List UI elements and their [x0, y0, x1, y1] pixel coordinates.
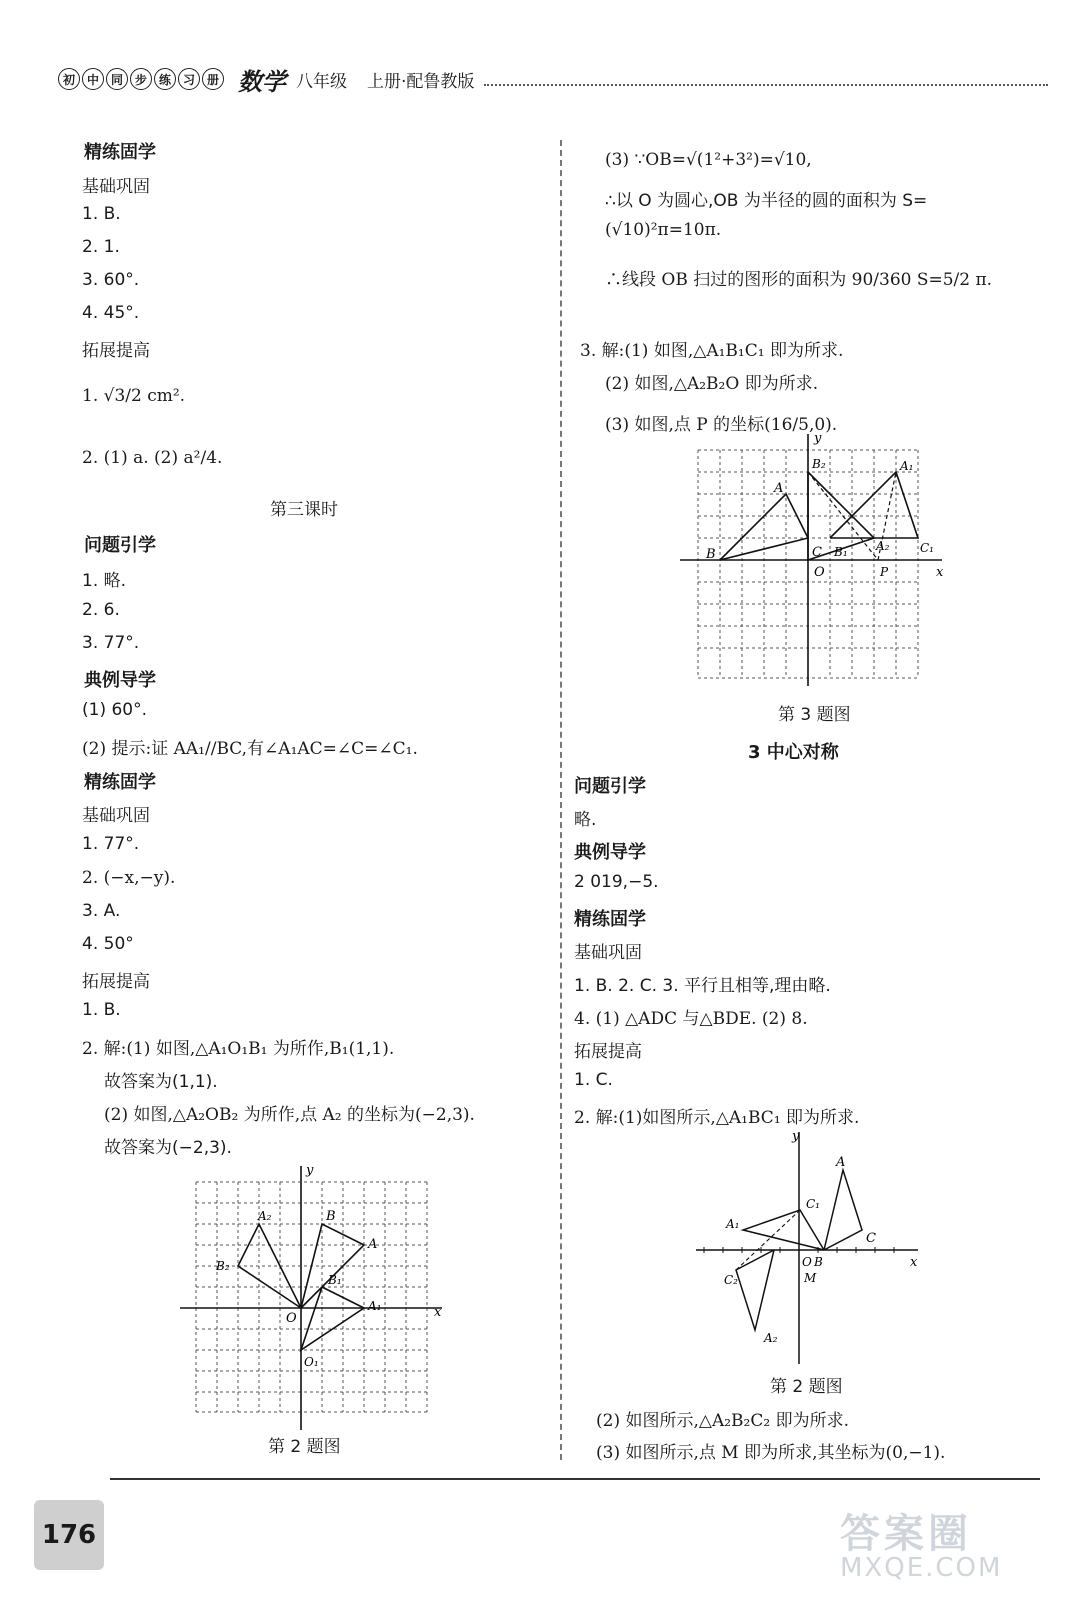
answer-line: 3. 60°.	[82, 270, 140, 290]
subsection-heading: 基础巩固	[82, 177, 150, 197]
section-heading: 问题引学	[574, 776, 646, 797]
point-label: A	[368, 1237, 378, 1252]
answer-line: (3) 如图,点 P 的坐标(16/5,0).	[605, 415, 838, 435]
figure-caption: 第 2 题图	[770, 1377, 843, 1397]
axis-label-y: y	[792, 1129, 800, 1144]
axis-label-x: x	[936, 565, 944, 580]
answer-line: 1. B.	[82, 1000, 121, 1020]
watermark-url: MXQE.COM	[840, 1553, 1003, 1583]
answer-line: 2. 解:(1)如图所示,△A₁BC₁ 即为所求.	[574, 1108, 860, 1128]
subsection-heading: 拓展提高	[574, 1042, 642, 1062]
answer-line: 故答案为(1,1).	[104, 1072, 218, 1092]
point-label: B₁	[834, 545, 848, 559]
answer-line: (2) 如图,△A₂B₂O 即为所求.	[605, 374, 819, 394]
answer-line: 2. (−x,−y).	[82, 868, 176, 888]
answer-line: 1. 略.	[82, 571, 127, 591]
series-title	[58, 68, 224, 90]
axis-label-y: y	[814, 431, 822, 446]
point-label: B	[706, 547, 716, 562]
watermark	[840, 1502, 1060, 1582]
answer-line: 2. (1) a. (2) a²/4.	[82, 448, 223, 468]
series-char: 中	[82, 68, 104, 90]
edition-label: 上册·配鲁教版	[367, 71, 475, 92]
page-header	[58, 62, 1048, 96]
answer-line: 2. 1.	[82, 237, 120, 257]
point-label: A₁	[726, 1217, 740, 1231]
answer-line: 1. √3/2 cm².	[82, 386, 186, 406]
point-label: P	[880, 565, 889, 579]
series-char: 册	[202, 68, 224, 90]
answer-line: (3) 如图所示,点 M 即为所求,其坐标为(0,−1).	[596, 1443, 946, 1463]
header-dotted-rule	[484, 72, 1048, 86]
answer-line: (2) 如图所示,△A₂B₂C₂ 即为所求.	[596, 1411, 849, 1431]
answer-line: (√10)²π=10π.	[605, 220, 722, 240]
section-heading: 精练固学	[84, 772, 156, 793]
answer-line: 1. 77°.	[82, 834, 140, 854]
point-label: O₁	[304, 1355, 319, 1369]
point-label: B	[326, 1209, 336, 1224]
answer-line: 2. 解:(1) 如图,△A₁O₁B₁ 为所作,B₁(1,1).	[82, 1039, 395, 1059]
series-char: 同	[106, 68, 128, 90]
point-label: A	[836, 1155, 846, 1170]
figure-left-q2	[180, 1160, 450, 1435]
answer-line: 3. 77°.	[82, 633, 140, 653]
series-char: 步	[130, 68, 152, 90]
point-label: O	[814, 565, 825, 580]
axis-label-x: x	[910, 1255, 918, 1270]
answer-line: 1. B.	[82, 204, 121, 224]
answer-line: 1. B. 2. C. 3. 平行且相等,理由略.	[574, 976, 831, 996]
answer-line: 略.	[574, 810, 597, 830]
answer-line: 4. 45°.	[82, 303, 140, 323]
point-label: B₂	[812, 457, 826, 471]
answer-line: 3. A.	[82, 901, 121, 921]
section-heading: 精练固学	[84, 142, 156, 163]
point-label: C₁	[920, 541, 934, 555]
answer-line: (3) ∵OB=√(1²+3²)=√10,	[605, 150, 812, 170]
series-char: 初	[58, 68, 80, 90]
answer-line: 4. (1) △ADC 与△BDE. (2) 8.	[574, 1009, 808, 1029]
section-title: 3 中心对称	[748, 742, 839, 763]
series-char: 练	[154, 68, 176, 90]
point-label: O	[286, 1311, 297, 1326]
point-label: A₂	[764, 1331, 778, 1345]
subsection-heading: 基础巩固	[574, 943, 642, 963]
column-divider	[560, 140, 562, 1460]
section-heading: 精练固学	[574, 909, 646, 930]
axis-label-y: y	[306, 1163, 314, 1178]
answer-line: (2) 如图,△A₂OB₂ 为所作,点 A₂ 的坐标为(−2,3).	[104, 1105, 475, 1125]
point-label: C₂	[724, 1273, 738, 1287]
point-label: A₂	[258, 1209, 272, 1223]
footer-rule	[110, 1478, 1040, 1480]
figure-caption: 第 2 题图	[268, 1437, 341, 1457]
answer-line: 1. C.	[574, 1070, 613, 1090]
figure-caption: 第 3 题图	[778, 705, 851, 725]
figure-right-q3	[680, 430, 950, 690]
point-label: B₁	[328, 1273, 342, 1287]
watermark-text: 答案圈	[840, 1511, 972, 1557]
section-heading: 典例导学	[84, 670, 156, 691]
answer-line: 4. 50°	[82, 934, 134, 954]
figure-right-q2	[696, 1128, 926, 1368]
point-label: B	[814, 1255, 823, 1269]
answer-line: 故答案为(−2,3).	[104, 1138, 232, 1158]
section-heading: 问题引学	[84, 535, 156, 556]
point-label: B₂	[216, 1259, 230, 1273]
axis-label-x: x	[434, 1305, 442, 1320]
answer-line: ∴以 O 为圆心,OB 为半径的圆的面积为 S=	[605, 191, 928, 211]
point-label: A₁	[368, 1299, 382, 1313]
answer-line: (2) 提示:证 AA₁//BC,有∠A₁AC=∠C=∠C₁.	[82, 739, 418, 759]
answer-line: ∴线段 OB 扫过的图形的面积为 90/360 S=5/2 π.	[605, 270, 993, 290]
subject-title: 数学	[238, 66, 286, 96]
series-char: 习	[178, 68, 200, 90]
answer-line: 3. 解:(1) 如图,△A₁B₁C₁ 即为所求.	[580, 341, 844, 361]
point-label: C₁	[806, 1197, 820, 1211]
subsection-heading: 拓展提高	[82, 972, 150, 992]
section-heading: 典例导学	[574, 842, 646, 863]
answer-line: (1) 60°.	[82, 700, 148, 720]
point-label: O	[802, 1255, 812, 1269]
subsection-heading: 拓展提高	[82, 341, 150, 361]
grade-label: 八年级	[296, 71, 347, 92]
point-label: C	[866, 1231, 876, 1246]
point-label: A	[774, 481, 784, 496]
point-label: C	[812, 545, 822, 560]
answer-line: 2 019,−5.	[574, 872, 659, 892]
point-label: A₁	[900, 459, 914, 473]
answer-line: 2. 6.	[82, 600, 120, 620]
lesson-title: 第三课时	[270, 500, 338, 520]
page-number: 176	[34, 1500, 104, 1570]
point-label: M	[804, 1271, 817, 1285]
point-label: A₂	[876, 539, 890, 553]
subsection-heading: 基础巩固	[82, 806, 150, 826]
